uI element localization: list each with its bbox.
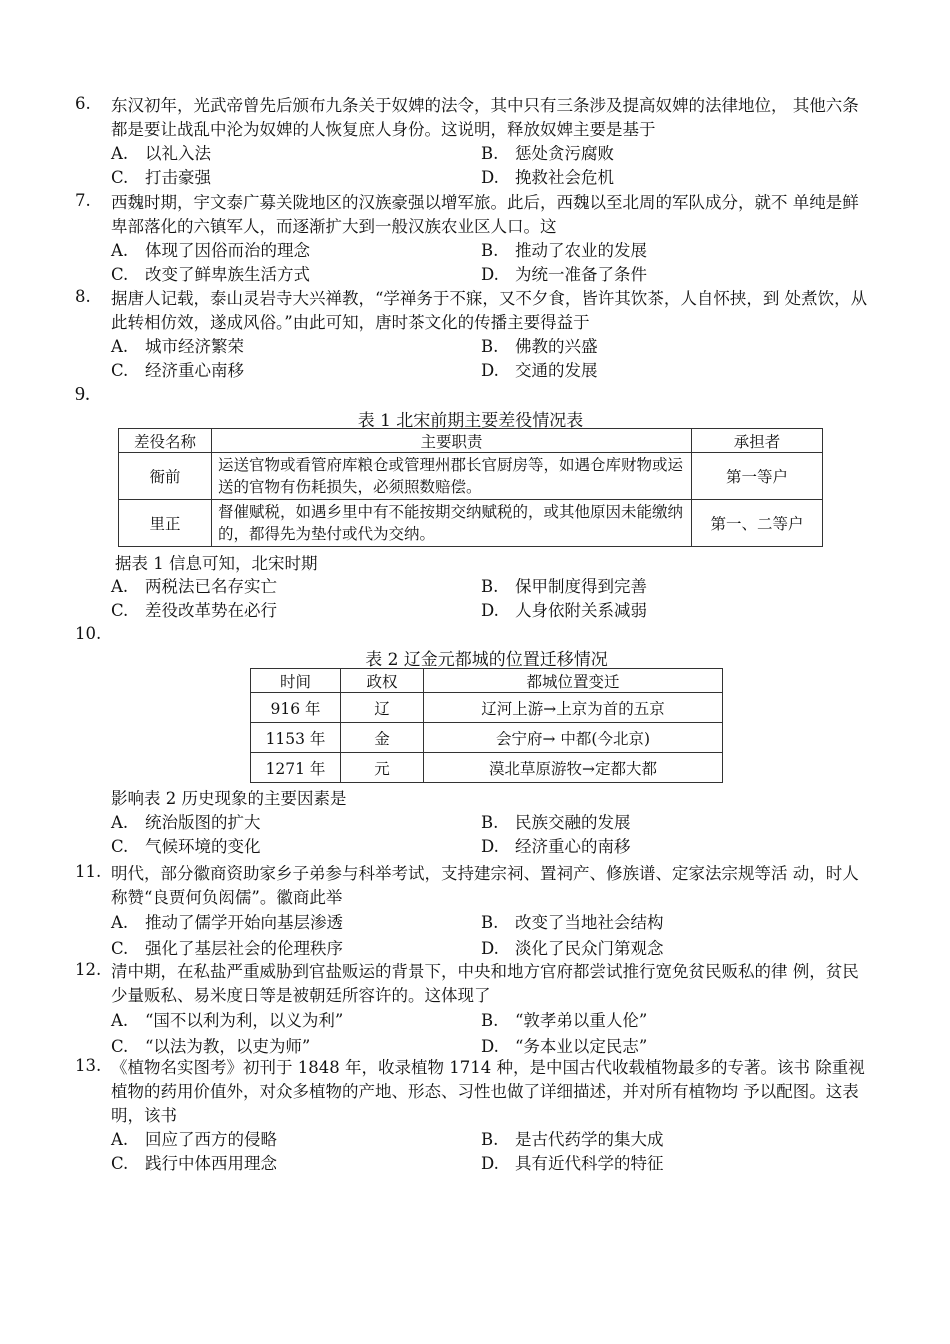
table-header: 时间 — [251, 669, 341, 693]
table-header-row — [119, 429, 823, 453]
question-13 — [75, 1056, 875, 1176]
question-number: 7. — [75, 191, 91, 210]
option-a[interactable]: A. “国不以利为利，以义为利” — [111, 1011, 344, 1030]
options — [111, 1008, 875, 1060]
option-a[interactable]: A. 以礼入法 — [111, 144, 211, 163]
option-d[interactable]: D. “务本业以定民志” — [481, 1037, 648, 1056]
option-d[interactable]: D. 淡化了民众门第观念 — [481, 939, 664, 958]
question-12 — [75, 960, 875, 1060]
question-number: 11. — [75, 862, 102, 881]
option-b[interactable]: B. 惩处贪污腐败 — [481, 144, 614, 163]
question-9-options — [111, 575, 881, 623]
options — [111, 239, 875, 287]
question-number: 12. — [75, 960, 102, 979]
option-b[interactable]: B. 佛教的兴盛 — [481, 337, 598, 356]
option-a[interactable]: A. 回应了西方的侵略 — [111, 1130, 277, 1149]
option-b[interactable]: B. 改变了当地社会结构 — [481, 913, 664, 932]
table-cell: 衙前 — [119, 453, 212, 500]
option-b[interactable]: B. 推动了农业的发展 — [481, 241, 647, 260]
table-cell: 辽河上游→上京为首的五京 — [424, 693, 723, 723]
option-d[interactable]: D. 人身依附关系减弱 — [481, 601, 647, 620]
table-row — [119, 500, 823, 547]
option-c[interactable]: C. 气候环境的变化 — [111, 837, 261, 856]
option-a[interactable]: A. 推动了儒学开始向基层渗透 — [111, 913, 343, 932]
table-row — [251, 693, 723, 723]
option-c[interactable]: C. 经济重心南移 — [111, 361, 244, 380]
table-cell: 漠北草原游牧→定都大都 — [424, 753, 723, 783]
question-10-options — [111, 811, 881, 859]
option-b[interactable]: B. “敦孝弟以重人伦” — [481, 1011, 648, 1030]
option-c[interactable]: C. 践行中体西用理念 — [111, 1154, 277, 1173]
option-c[interactable]: C. 差役改革势在必行 — [111, 601, 277, 620]
table-header: 差役名称 — [119, 429, 212, 453]
table-cell: 督催赋税，如遇乡里中有不能按期交纳赋税的，或其他原因未能缴纳的，都得先为垫付或代为交纳。 — [212, 500, 692, 547]
option-d[interactable]: D. 经济重心的南移 — [481, 837, 631, 856]
table-header: 主要职责 — [212, 429, 692, 453]
table-header: 都城位置变迁 — [424, 669, 723, 693]
question-number: 6. — [75, 94, 91, 113]
options — [111, 335, 875, 383]
table-header: 承担者 — [692, 429, 823, 453]
table-cell: 里正 — [119, 500, 212, 547]
table-cell: 金 — [341, 723, 424, 753]
table-cell: 第一等户 — [692, 453, 823, 500]
options — [111, 910, 875, 962]
table-cell: 1153 年 — [251, 723, 341, 753]
option-b[interactable]: B. 民族交融的发展 — [481, 813, 631, 832]
question-6 — [75, 94, 875, 190]
table-1 — [118, 428, 823, 547]
table-header-row — [251, 669, 723, 693]
table-2-title: 表 2 辽金元都城的位置迁移情况 — [365, 650, 608, 670]
option-c[interactable]: C. 强化了基层社会的伦理秩序 — [111, 939, 343, 958]
question-stem: 西魏时期，宇文泰广募关陇地区的汉族豪强以增军旅。此后，西魏以至北周的军队成分，就不 单纯是鲜卑部落化的六镇军人，而逐渐扩大到一般汉族农业区人口。这 — [111, 193, 859, 236]
table-cell: 916 年 — [251, 693, 341, 723]
question-stem: 东汉初年，光武帝曾先后颁布九条关于奴婢的法令，其中只有三条涉及提高奴婢的法律地位， 其他六条都是要让战乱中沦为奴婢的人恢复庶人身份。这说明，释放奴婢主要是基于 — [111, 96, 859, 139]
question-8 — [75, 287, 875, 383]
question-10-number: 10. — [75, 624, 102, 643]
table-cell: 辽 — [341, 693, 424, 723]
table-cell: 第一、二等户 — [692, 500, 823, 547]
option-d[interactable]: D. 为统一准备了条件 — [481, 265, 647, 284]
table-cell: 会宁府→ 中都(今北京) — [424, 723, 723, 753]
table-1-title: 表 1 北宋前期主要差役情况表 — [357, 411, 584, 431]
option-b[interactable]: B. 是古代药学的集大成 — [481, 1130, 664, 1149]
table-row — [251, 753, 723, 783]
option-a[interactable]: A. 城市经济繁荣 — [111, 337, 244, 356]
option-a[interactable]: A. 统治版图的扩大 — [111, 813, 261, 832]
question-9-number: 9. — [75, 383, 90, 405]
question-number: 8. — [75, 287, 91, 306]
question-stem: 《植物名实图考》初刊于 1848 年，收录植物 1714 种，是中国古代收载植物最多的专著。该书 除重视植物的药用价值外，对众多植物的产地、形态、习性也做了详细描述，并对所有植物均 予以配图。这表明，该书 — [111, 1058, 865, 1125]
table-cell: 1271 年 — [251, 753, 341, 783]
options — [111, 1128, 875, 1176]
question-stem: 明代，部分徽商资助家乡子弟参与科举考试，支持建宗祠、置祠产、修族谱、定家法宗规等活 动，时人称赞“良贾何负闳儒”。徽商此举 — [111, 864, 859, 907]
table-2 — [250, 668, 723, 783]
question-7 — [75, 191, 875, 287]
table-cell: 运送官物或看管府库粮仓或管理州郡长官厨房等，如遇仓库财物或运送的官物有伤耗损失，必须照数赔偿。 — [212, 453, 692, 500]
question-11 — [75, 862, 875, 962]
question-stem: 清中期，在私盐严重威胁到官盐贩运的背景下，中央和地方官府都尝试推行宽免贫民贩私的律 例，贫民少量贩私、易米度日等是被朝廷所容许的。这体现了 — [111, 962, 859, 1005]
question-stem: 据唐人记载，泰山灵岩寺大兴禅教，“学禅务于不寐，又不夕食，皆许其饮茶，人自怀挟，到 处煮饮，从此转相仿效，遂成风俗。”由此可知，唐时茶文化的传播主要得益于 — [111, 289, 868, 332]
question-number: 13. — [75, 1056, 102, 1075]
option-a[interactable]: A. 两税法已名存实亡 — [111, 577, 277, 596]
option-d[interactable]: D. 挽救社会危机 — [481, 168, 614, 187]
option-c[interactable]: C. 打击豪强 — [111, 168, 211, 187]
option-d[interactable]: D. 具有近代科学的特征 — [481, 1154, 664, 1173]
table-row — [251, 723, 723, 753]
option-d[interactable]: D. 交通的发展 — [481, 361, 598, 380]
option-c[interactable]: C. “以法为教，以吏为师” — [111, 1037, 311, 1056]
table-header: 政权 — [341, 669, 424, 693]
table-row — [119, 453, 823, 500]
options — [111, 142, 875, 190]
table-cell: 元 — [341, 753, 424, 783]
question-10-stem: 影响表 2 历史现象的主要因素是 — [111, 789, 347, 808]
option-c[interactable]: C. 改变了鲜卑族生活方式 — [111, 265, 310, 284]
option-b[interactable]: B. 保甲制度得到完善 — [481, 577, 647, 596]
question-9-stem: 据表 1 信息可知，北宋时期 — [115, 554, 318, 573]
option-a[interactable]: A. 体现了因俗而治的理念 — [111, 241, 310, 260]
